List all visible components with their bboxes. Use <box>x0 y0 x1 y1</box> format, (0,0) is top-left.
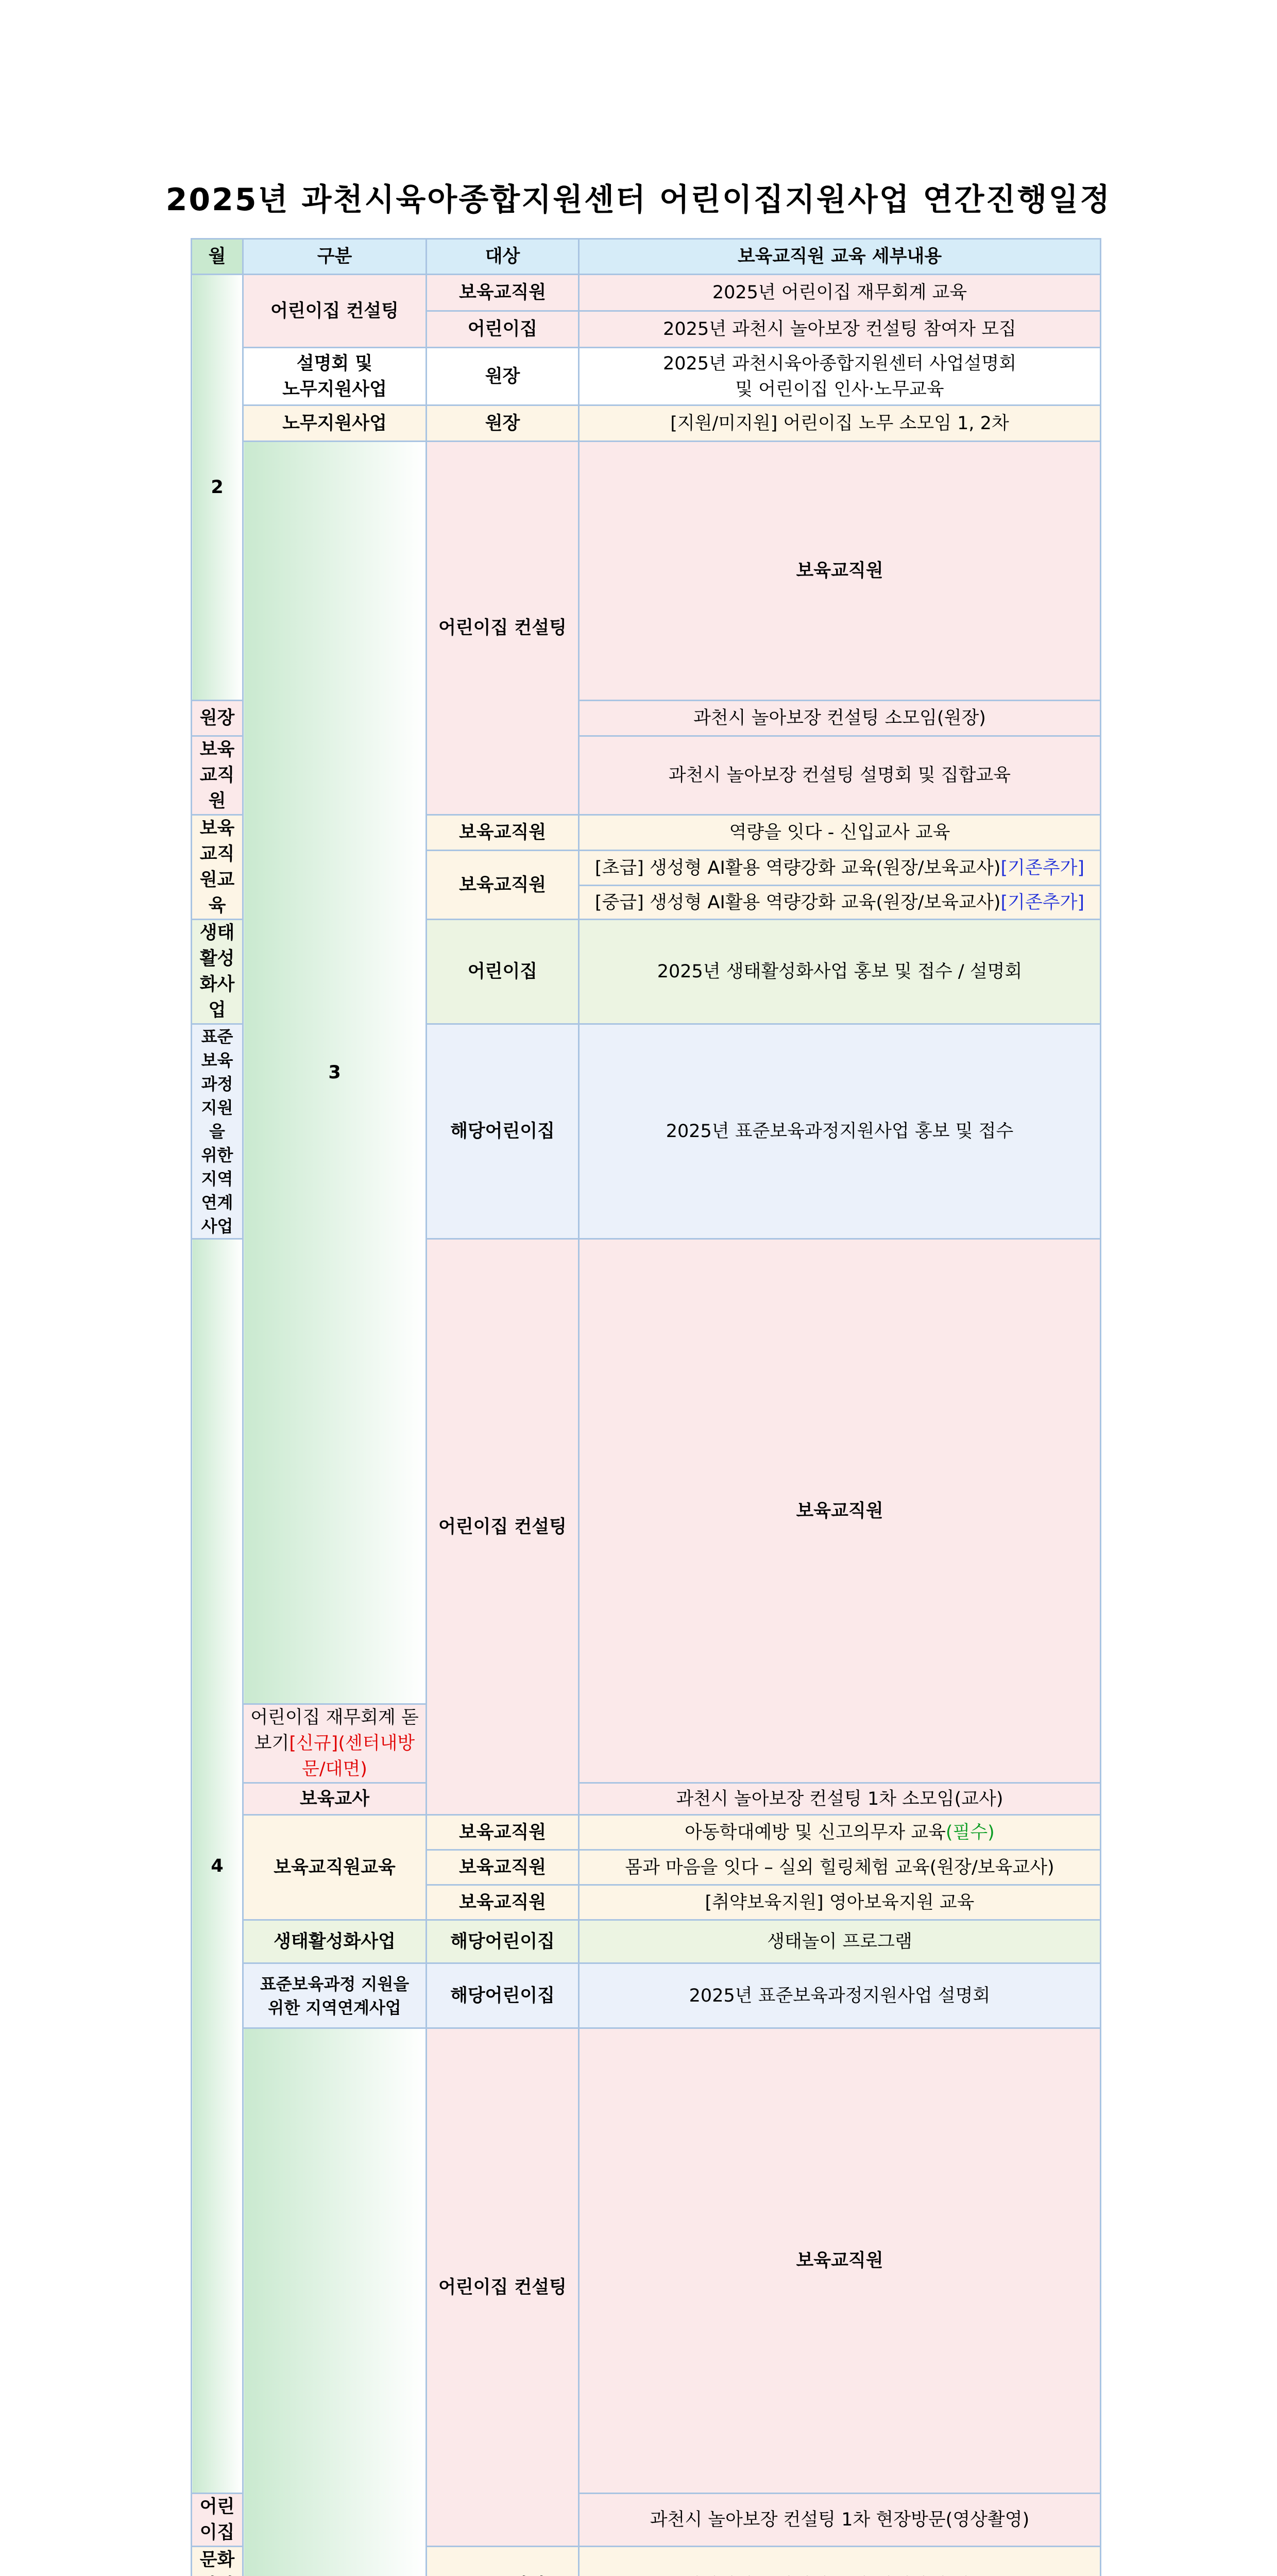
category-cell: 보육교직원교육 <box>243 1815 427 1920</box>
table-row <box>192 1783 1101 1815</box>
detail-cell: 생태놀이 프로그램 <box>579 1920 1101 1963</box>
header-target: 대상 <box>427 239 579 275</box>
header-month: 월 <box>192 239 243 275</box>
detail-cell: 2025년 과천시육아종합지원센터 사업설명회 및 어린이집 인사·노무교육 <box>579 348 1101 405</box>
table-row <box>192 442 1101 701</box>
target-cell: 보육교직원 <box>427 1885 579 1920</box>
target-cell: 보육교직원 <box>579 1239 1101 1783</box>
detail-cell: [취약보육지원] 영아보육지원 교육 <box>579 1885 1101 1920</box>
table-header-row <box>192 239 1101 275</box>
page-title: 2025년 과천시육아종합지원센터 어린이집지원사업 연간진행일정 <box>0 175 1277 219</box>
category-cell: 보육교직원교육 <box>192 815 243 920</box>
category-cell: 표준보육과정 지원을 위한 지역연계사업 <box>243 1963 427 2028</box>
tag-new: [신규](센터내방문/대면) <box>289 1733 415 1780</box>
target-cell: 보육교직원 <box>579 442 1101 701</box>
detail-text: [중급] 생성형 AI활용 역량강화 교육(원장/보육교사) <box>595 892 1001 913</box>
detail-cell: 2025년 생태활성화사업 홍보 및 접수 / 설명회 <box>579 920 1101 1024</box>
detail-cell: 과천시 놀아보장 컨설팅 소모임(원장) <box>579 701 1101 736</box>
detail-cell: [지원/미지원] 어린이집 노무 소모임 1, 2차 <box>579 405 1101 442</box>
target-cell: 원장 <box>427 405 579 442</box>
detail-cell: 과천시 놀아보장 컨설팅 1차 소모임(교사) <box>579 1783 1101 1815</box>
detail-cell: 과천시 놀아보장 컨설팅 설명회 및 집합교육 <box>579 736 1101 815</box>
detail-text: 아동학대예방 및 신고의무자 교육 <box>685 1822 946 1843</box>
target-cell: 어린이집 <box>427 311 579 348</box>
schedule-table <box>191 238 1101 2576</box>
category-cell: 어린이집 컨설팅 <box>427 1239 579 1815</box>
category-cell: 어린이집 컨설팅 <box>427 442 579 815</box>
month-cell <box>243 2028 427 2576</box>
table-row <box>192 405 1101 442</box>
header-category: 구분 <box>243 239 427 275</box>
category-cell: 노무지원사업 <box>243 405 427 442</box>
category-cell: 설명회 및 노무지원사업 <box>243 348 427 405</box>
target-cell: 해당어린이집 <box>427 1024 579 1239</box>
detail-cell <box>579 1815 1101 1850</box>
detail-cell: 2025년 어린이집 재무회계 교육 <box>579 275 1101 311</box>
target-cell: 보육교직원 <box>427 1815 579 1850</box>
detail-cell: 2025년 표준보육과정지원사업 설명회 <box>579 1963 1101 2028</box>
month-cell: 2 <box>192 275 243 701</box>
table-row <box>192 275 1101 311</box>
table-row <box>192 348 1101 405</box>
category-cell: 문화 <box>192 2547 243 2576</box>
tag-required: (필수) <box>946 1822 995 1843</box>
detail-cell <box>579 851 1101 886</box>
table-row <box>192 1963 1101 2028</box>
target-cell <box>427 2547 579 2576</box>
target-cell: 보육교사 <box>243 1783 427 1815</box>
tag-existing-added: [기존추가] <box>1001 858 1085 878</box>
month-cell: 4 <box>192 1239 243 2494</box>
category-cell: 표준보육과정 지원을 위한 지역연계사업 <box>192 1024 243 1239</box>
category-cell: 어린이집 컨설팅 <box>427 2028 579 2547</box>
detail-text: 어린이집 재무회계 돋보기 <box>250 1707 419 1754</box>
detail-text: [초급] 생성형 AI활용 역량강화 교육(원장/보육교사) <box>595 858 1001 878</box>
target-cell: 원장 <box>192 701 243 736</box>
target-cell: 보육교직원 <box>427 1850 579 1885</box>
tag-existing-added: [기존추가] <box>1001 892 1085 913</box>
target-cell: 어린이집 <box>427 920 579 1024</box>
detail-cell: 2025년 과천시 놀아보장 컨설팅 참여자 모집 <box>579 311 1101 348</box>
target-cell: 해당어린이집 <box>427 1920 579 1963</box>
category-cell: 어린이집 컨설팅 <box>243 275 427 348</box>
category-cell: 생태활성화사업 <box>243 1920 427 1963</box>
detail-cell <box>243 1704 427 1783</box>
detail-cell <box>579 886 1101 920</box>
header-details: 보육교직원 교육 세부내용 <box>579 239 1101 275</box>
detail-cell: 과천시 놀아보장 컨설팅 1차 현장방문(영상촬영) <box>579 2494 1101 2547</box>
table-row <box>192 2028 1101 2494</box>
target-cell: 어린이집 <box>192 2494 243 2547</box>
month-cell: 3 <box>243 442 427 1704</box>
target-cell: 보육교직원 <box>192 736 243 815</box>
target-cell: 보육교직원 <box>427 851 579 920</box>
table-row <box>192 1920 1101 1963</box>
category-cell: 생태활성화사업 <box>192 920 243 1024</box>
target-cell: 보육교직원 <box>579 2028 1101 2494</box>
detail-cell <box>579 2547 1101 2576</box>
target-cell: 보육교직원 <box>427 815 579 851</box>
detail-cell: 2025년 표준보육과정지원사업 홍보 및 접수 <box>579 1024 1101 1239</box>
target-cell: 원장 <box>427 348 579 405</box>
detail-cell: 역량을 잇다 - 신입교사 교육 <box>579 815 1101 851</box>
target-cell: 해당어린이집 <box>427 1963 579 2028</box>
table-row <box>192 1815 1101 1850</box>
target-cell: 보육교직원 <box>427 275 579 311</box>
detail-cell: 몸과 마음을 잇다 – 실외 힐링체험 교육(원장/보육교사) <box>579 1850 1101 1885</box>
